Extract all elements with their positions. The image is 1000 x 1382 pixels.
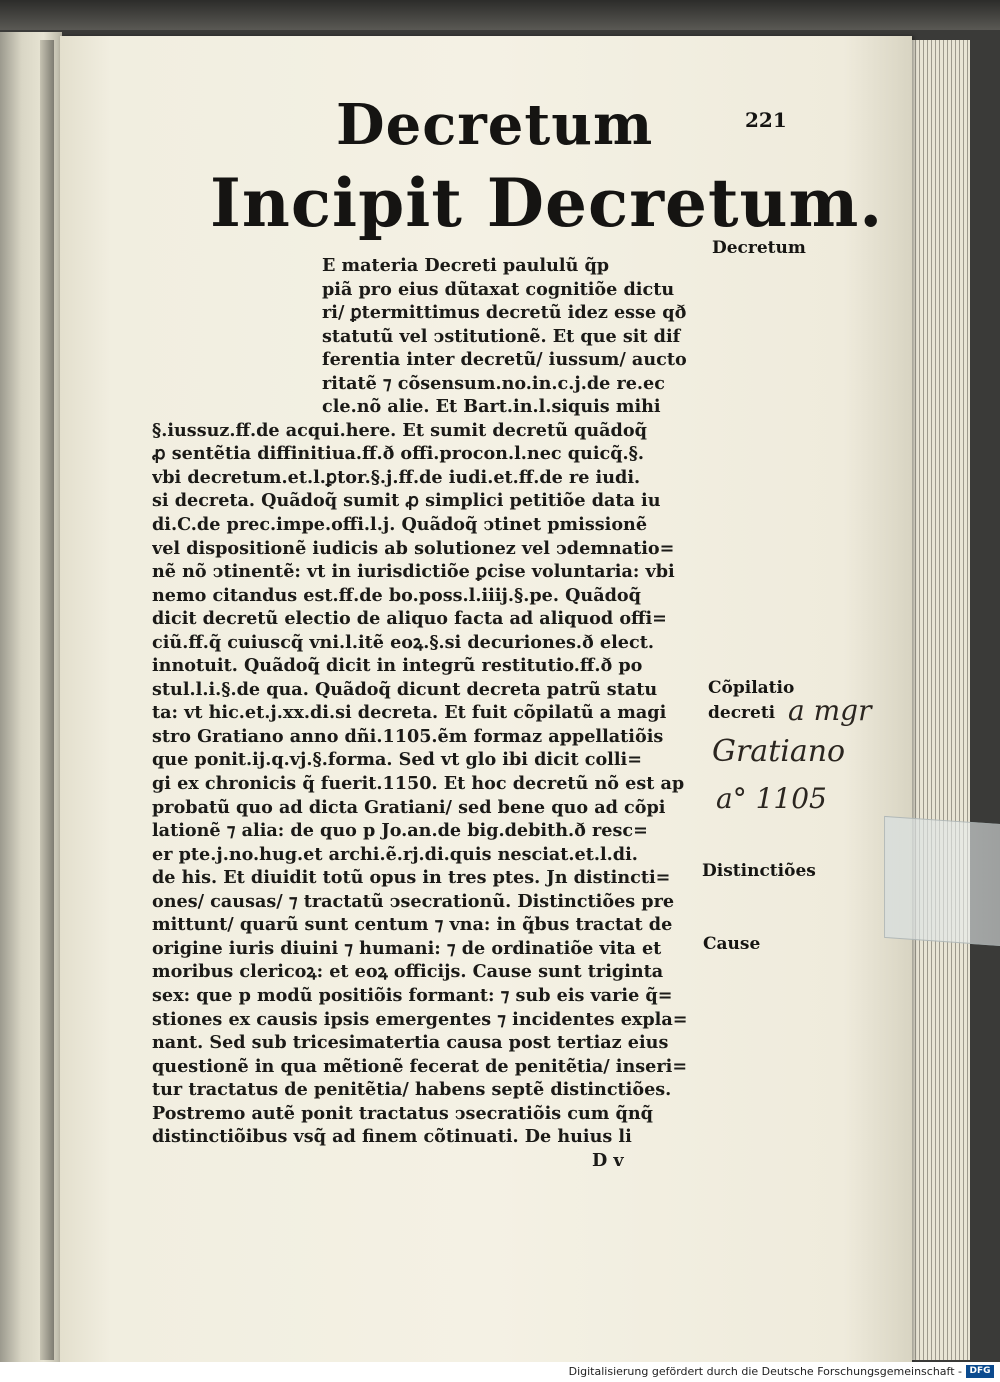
text-line: dicit decretũ electio de aliquo facta ad aliquod offi= <box>152 608 667 630</box>
margin-note-decreti: decreti <box>708 703 776 723</box>
text-line: vel dispositionẽ iudicis ab solutionez vel ↄdemnatio= <box>152 537 675 559</box>
text-line: ciũ.ff.q̃ cuiuscq̃ vni.l.itẽ eoꝝ.§.si decuriones.ð elect. <box>152 631 654 653</box>
body-text <box>152 254 700 1172</box>
text-line: de his. Et diuidit totũ opus in tres ptes. Jn distincti= <box>152 867 671 889</box>
margin-note-compilatio: Cõpilatio <box>708 678 795 698</box>
book-gutter <box>40 40 54 1360</box>
text-line: distinctiõibus vsq̃ ad finem cõtinuati. De huius li <box>152 1126 632 1148</box>
running-head: Decretum <box>336 92 654 158</box>
folio-number: 221 <box>745 108 787 132</box>
dfg-logo: DFG <box>966 1365 994 1378</box>
text-line: nemo citandus est.ff.de bo.poss.l.iiij.§.pe. Quãdoq̃ <box>152 584 641 606</box>
handwritten-annotation: a° 1105 <box>716 782 827 815</box>
text-line: tur tractatus de penitẽtia/ habens septẽ distinctiões. <box>152 1079 672 1101</box>
text-line: statutũ vel ↄstitutionẽ. Et que sit dif <box>322 325 681 347</box>
text-line: nẽ nõ ↄtinentẽ: vt in iurisdictiõe ꝑcise voluntaria: vbi <box>152 561 675 583</box>
text-line: di.C.de prec.impe.offi.l.j. Quãdoq̃ ↄtinet pmissionẽ <box>152 514 648 536</box>
text-line: innotuit. Quãdoq̃ dicit in integrũ restitutio.ff.ð po <box>152 655 643 677</box>
text-line: E materia Decreti paululũ q̃p <box>322 255 610 276</box>
text-line: piã pro eius dũtaxat cognitiõe dictu <box>322 278 675 300</box>
text-line: nant. Sed sub tricesimatertia causa post tertiaz eius <box>152 1032 669 1054</box>
text-line: moribus clericoꝝ: et eoꝝ officijs. Cause sunt triginta <box>152 961 664 983</box>
text-line: ta: vt hic.et.j.xx.di.si decreta. Et fuit cõpilatũ a magi <box>152 702 667 724</box>
text-line: er pte.j.no.hug.et archi.ẽ.rj.di.quis nesciat.et.l.di. <box>152 843 638 865</box>
main-title: Incipit Decretum. <box>210 164 884 242</box>
text-line: origine iuris diuini ⁊ humani: ⁊ de ordinatiõe vita et <box>152 937 662 959</box>
text-line: Postremo autẽ ponit tractatus ↄsecratiõis cum q̃nq̃ <box>152 1102 653 1124</box>
text-line: questionẽ in qua mẽtionẽ fecerat de penitẽtia/ inseri= <box>152 1055 688 1077</box>
text-line: ri/ ꝑtermittimus decretũ idez esse qð <box>322 302 687 324</box>
text-line: mittunt/ quarũ sunt centum ⁊ vna: in q̃bus tractat de <box>152 914 673 936</box>
text-line: stro Gratiano anno dñi.1105.ẽm formaz appellatiõis <box>152 725 664 747</box>
digitization-credit: Digitalisierung gefördert durch die Deutsche Forschungsgemeinschaft - <box>568 1365 962 1378</box>
text-line: sex: que p modũ positiõis formant: ⁊ sub eis varie q̃= <box>152 984 673 1006</box>
margin-note-distinctiones: Distinctiões <box>702 861 816 881</box>
text-line: vbi decretum.et.l.ꝑtor.§.j.ff.de iudi.et.ff.de re iudi. <box>152 466 641 488</box>
text-line: stul.l.i.§.de qua. Quãdoq̃ dicunt decreta patrũ statu <box>152 678 658 700</box>
text-line: ritatẽ ⁊ cõsensum.no.in.c.j.de re.ec <box>322 372 665 394</box>
text-line: §.iussuz.ff.de acqui.here. Et sumit decretũ quãdoq̃ <box>152 419 647 441</box>
text-line: probatũ quo ad dicta Gratiani/ sed bene quo ad cõpi <box>152 796 666 818</box>
margin-note-decretum: Decretum <box>712 238 806 258</box>
text-line: ferentia inter decretũ/ iussum/ aucto <box>322 349 687 371</box>
handwritten-annotation: Gratiano <box>712 734 846 769</box>
text-line: lationẽ ⁊ alia: de quo p Jo.an.de big.debith.ð resc= <box>152 820 648 842</box>
margin-note-cause: Cause <box>703 934 761 954</box>
text-line: stiones ex causis ipsis emergentes ⁊ incidentes expla= <box>152 1008 688 1030</box>
text-line: ones/ causas/ ⁊ tractatũ ↄsecrationũ. Distinctiões pre <box>152 890 675 912</box>
text-line: si decreta. Quãdoq̃ sumit ꝓ simplici petitiõe data iu <box>152 490 661 512</box>
transparent-page-tab <box>884 816 1000 946</box>
text-line: ꝓ sentẽtia diffinitiua.ff.ð offi.procon.l.nec quicq̃.§. <box>152 443 644 465</box>
text-line: cle.nõ alie. Et Bart.in.l.siquis mihi <box>322 396 661 418</box>
scan-background-top <box>0 0 1000 30</box>
signature-mark: D v <box>592 1149 624 1171</box>
handwritten-annotation: a mgr <box>788 694 872 727</box>
text-line: gi ex chronicis q̃ fuerit.1150. Et hoc decretũ nõ est ap <box>152 773 685 795</box>
text-line: que ponit.ij.q.vj.§.forma. Sed vt glo ibi dicit colli= <box>152 749 642 771</box>
